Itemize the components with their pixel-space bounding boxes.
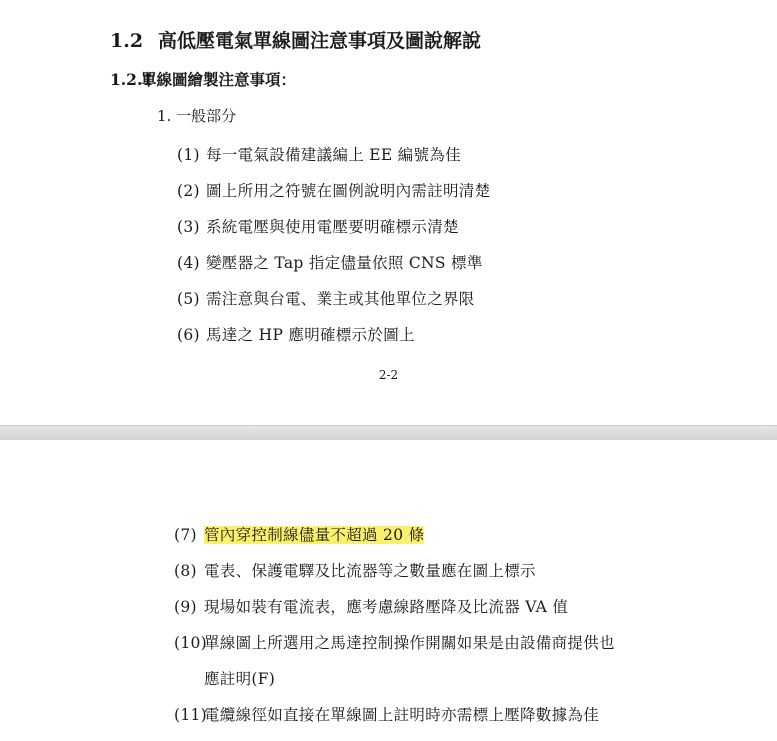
- item-text: 單線圖上所選用之馬達控制操作開關如果是由設備商提供也: [204, 634, 615, 652]
- item-text: 電表、保護電驛及比流器等之數量應在圖上標示: [204, 562, 536, 580]
- item-number: (2): [177, 182, 200, 200]
- item-number: (11): [174, 706, 208, 724]
- list-item: [174, 631, 615, 653]
- item-text: 需注意與台電、業主或其他單位之界限: [206, 290, 475, 308]
- page-separator: [0, 425, 777, 441]
- page-number: 2-2: [378, 368, 399, 382]
- list-item: [174, 595, 568, 617]
- item-number: (3): [177, 218, 200, 236]
- list-item: [174, 703, 599, 725]
- item-text: 馬達之 HP 應明確標示於圖上: [206, 326, 415, 344]
- list-item: [177, 323, 415, 345]
- general-part-heading: 1. 一般部分: [157, 107, 237, 125]
- list-item-continuation: [204, 667, 275, 689]
- subsection-number: 1.2.1: [110, 70, 154, 89]
- list-item: [177, 143, 461, 165]
- document-page-2: [0, 440, 777, 741]
- section-number: 1.2: [110, 30, 144, 52]
- item-text: 變壓器之 Tap 指定儘量依照 CNS 標準: [206, 254, 483, 272]
- highlighted-text: 管內穿控制線儘量不超過 20 條: [204, 526, 425, 544]
- item-number: (9): [174, 598, 197, 616]
- list-item: [177, 287, 475, 309]
- item-text: 圖上所用之符號在圖例說明內需註明清楚: [206, 182, 491, 200]
- item-number: (5): [177, 290, 200, 308]
- item-text: 系統電壓與使用電壓要明確標示清楚: [206, 218, 459, 236]
- section-title: 高低壓電氣單線圖注意事項及圖說解說: [158, 30, 482, 52]
- item-text: 應註明(F): [204, 670, 276, 688]
- item-number: (8): [174, 562, 197, 580]
- item-text: 每一電氣設備建議編上 EE 編號為佳: [206, 146, 461, 164]
- item-number: (1): [177, 146, 200, 164]
- subsection-heading-1-2-1: [110, 68, 296, 90]
- item-number: (4): [177, 254, 200, 272]
- item-number: (6): [177, 326, 200, 344]
- item-number: (10): [174, 634, 208, 652]
- list-item: [174, 523, 424, 545]
- list-item: [177, 251, 483, 273]
- list-item: [177, 179, 490, 201]
- item-number: (7): [174, 526, 197, 544]
- item-text: 現場如裝有電流表，應考慮線路壓降及比流器 VA 值: [204, 598, 569, 616]
- subsection-title: 單線圖繪製注意事項：: [141, 70, 297, 89]
- list-item: [174, 559, 536, 581]
- item-text: 電纜線徑如直接在單線圖上註明時亦需標上壓降數據為佳: [204, 706, 600, 724]
- list-item: [177, 215, 459, 237]
- section-heading-1-2: [110, 26, 481, 53]
